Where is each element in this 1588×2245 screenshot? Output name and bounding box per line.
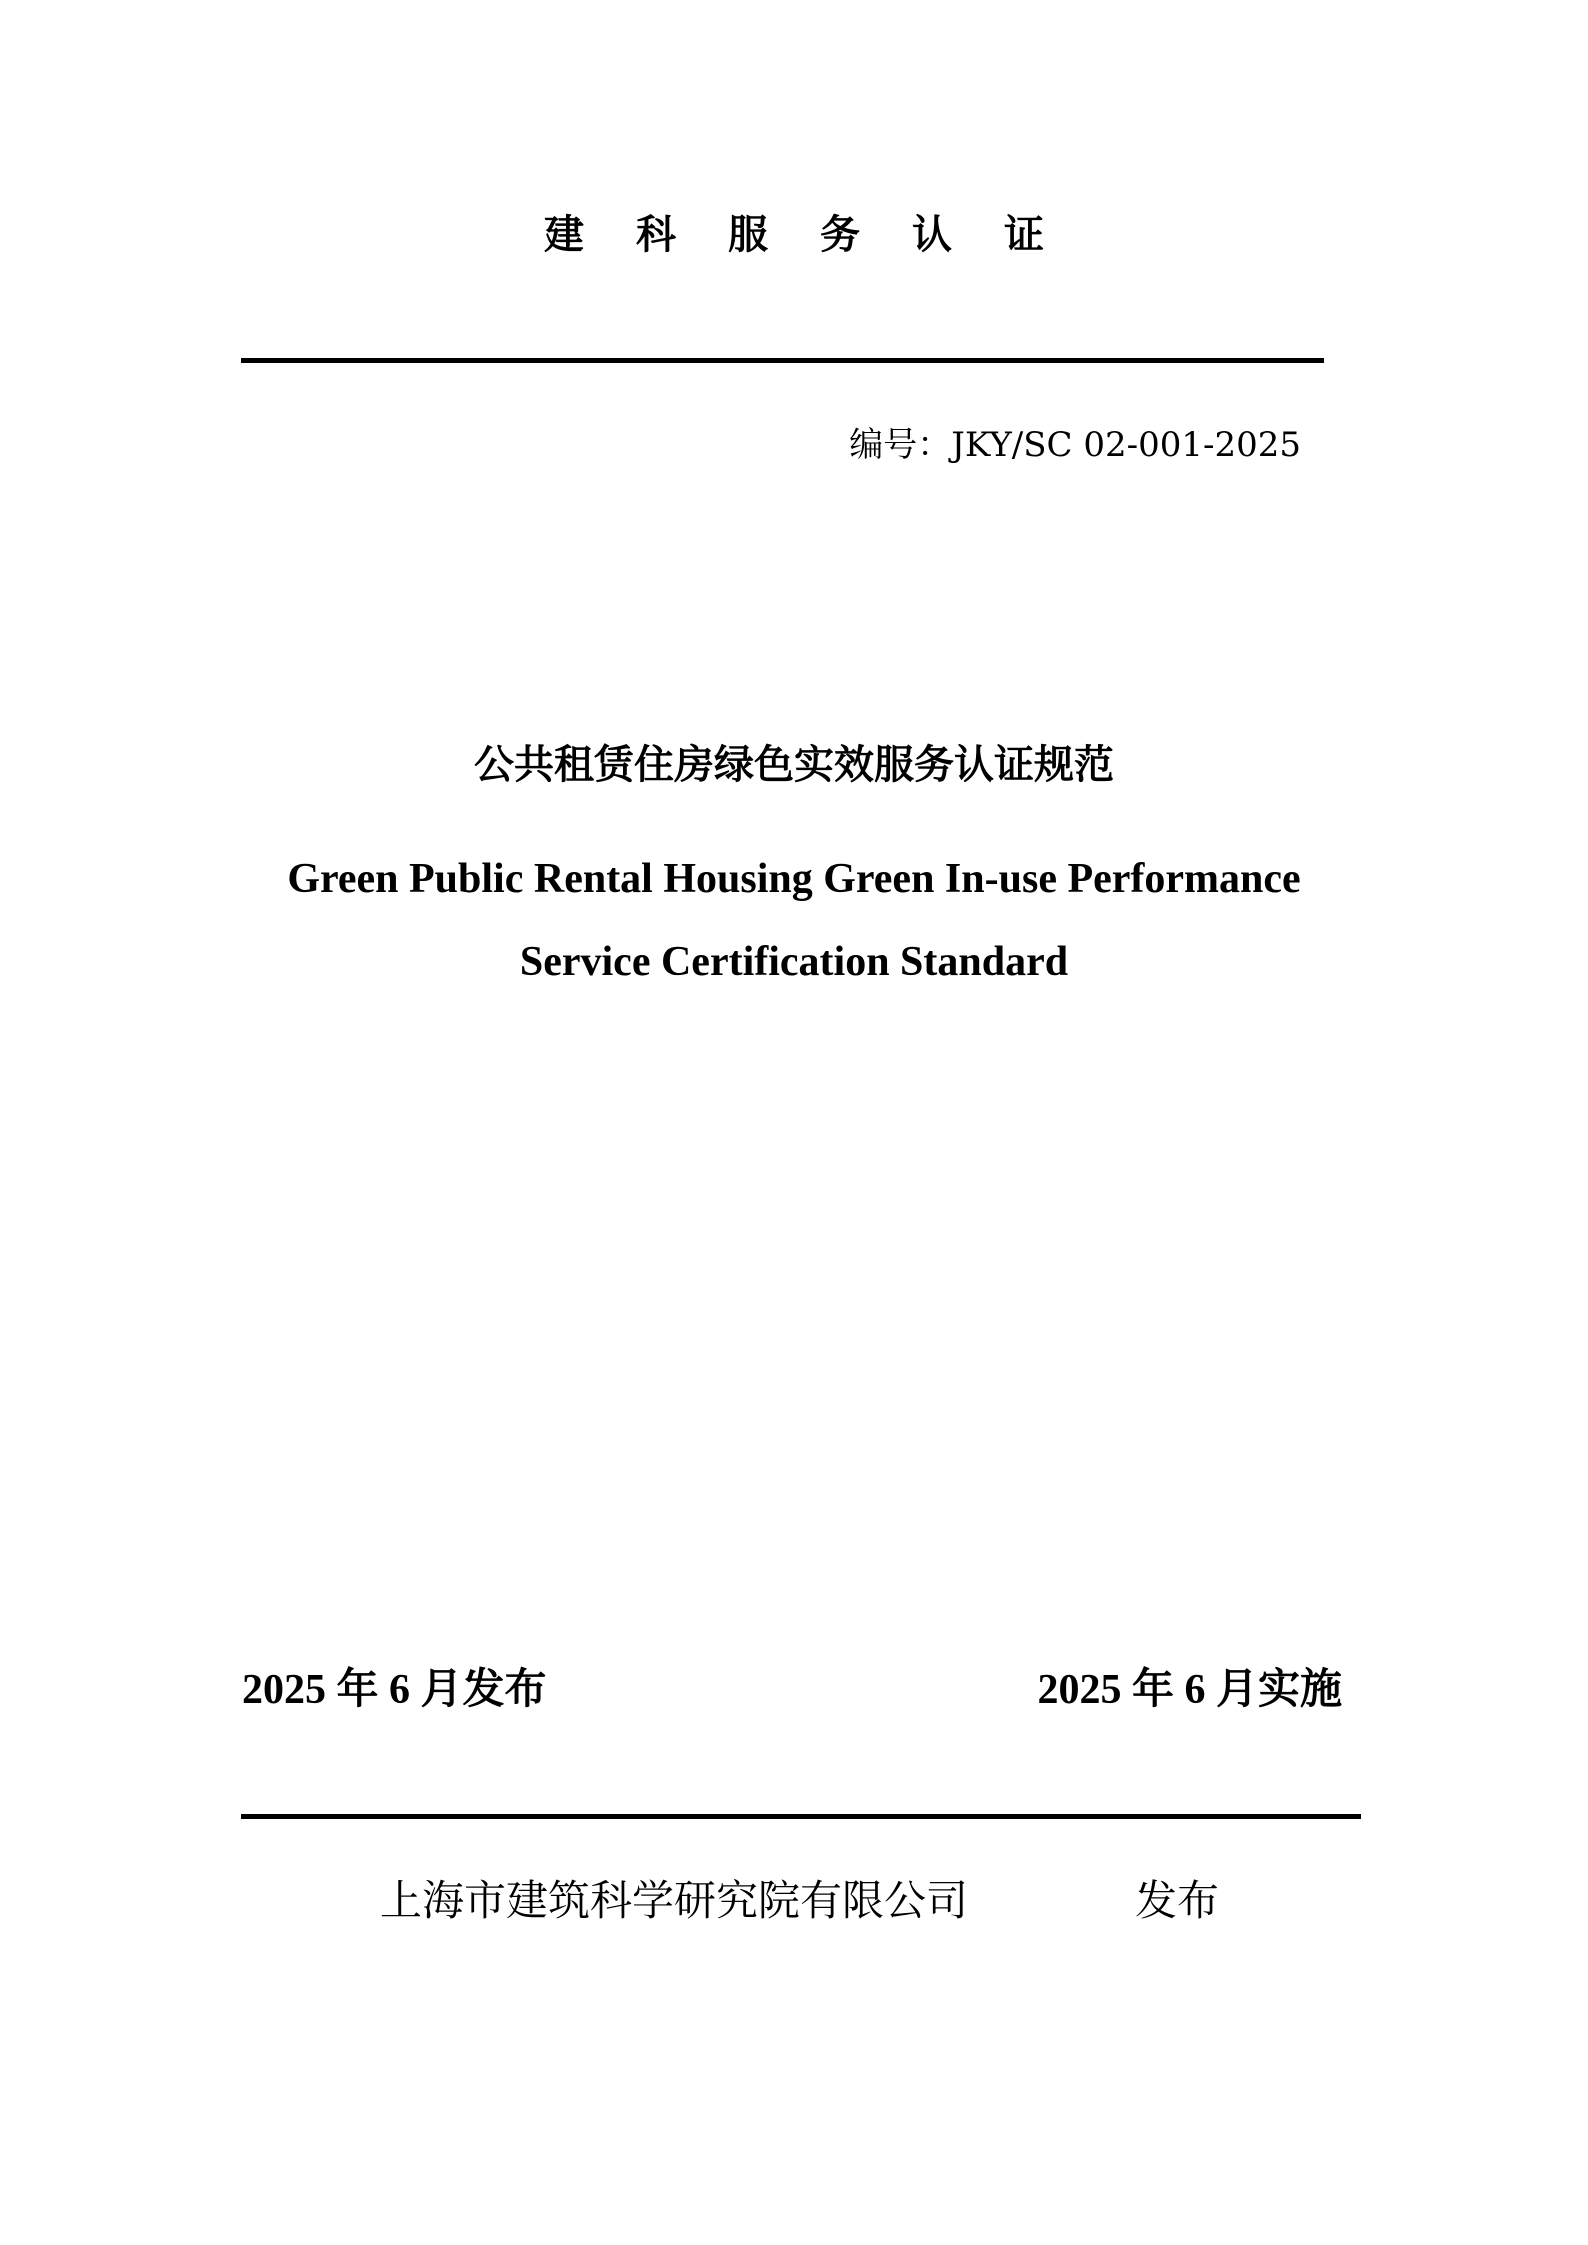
document-title-en [0, 838, 1588, 1004]
document-title-cn: 公共租赁住房绿色实效服务认证规范 [474, 742, 1114, 788]
publish-date: 2025 年 6 月发布 [242, 1667, 547, 1713]
publisher-suffix: 发布 [1135, 1876, 1220, 1925]
document-number: 编号：JKY/SC 02-001-2025 [849, 425, 1301, 465]
header-title-char: 科 [636, 212, 676, 258]
document-title-en-line2: Service Certification Standard [519, 939, 1069, 985]
header-title-char: 建 [544, 212, 584, 258]
effective-date: 2025 年 6 月实施 [1037, 1667, 1342, 1713]
header-title-char: 务 [820, 212, 860, 258]
bottom-divider [241, 1814, 1361, 1819]
publisher-name: 上海市建筑科学研究院有限公司 [380, 1876, 969, 1925]
header-title-char: 证 [1004, 212, 1044, 258]
document-title-en-line1: Green Public Rental Housing Green In-use Performance [287, 856, 1301, 902]
header-title-char: 认 [912, 212, 952, 258]
header-title [0, 205, 1588, 265]
header-title-char: 服 [728, 212, 768, 258]
top-divider [241, 358, 1324, 363]
